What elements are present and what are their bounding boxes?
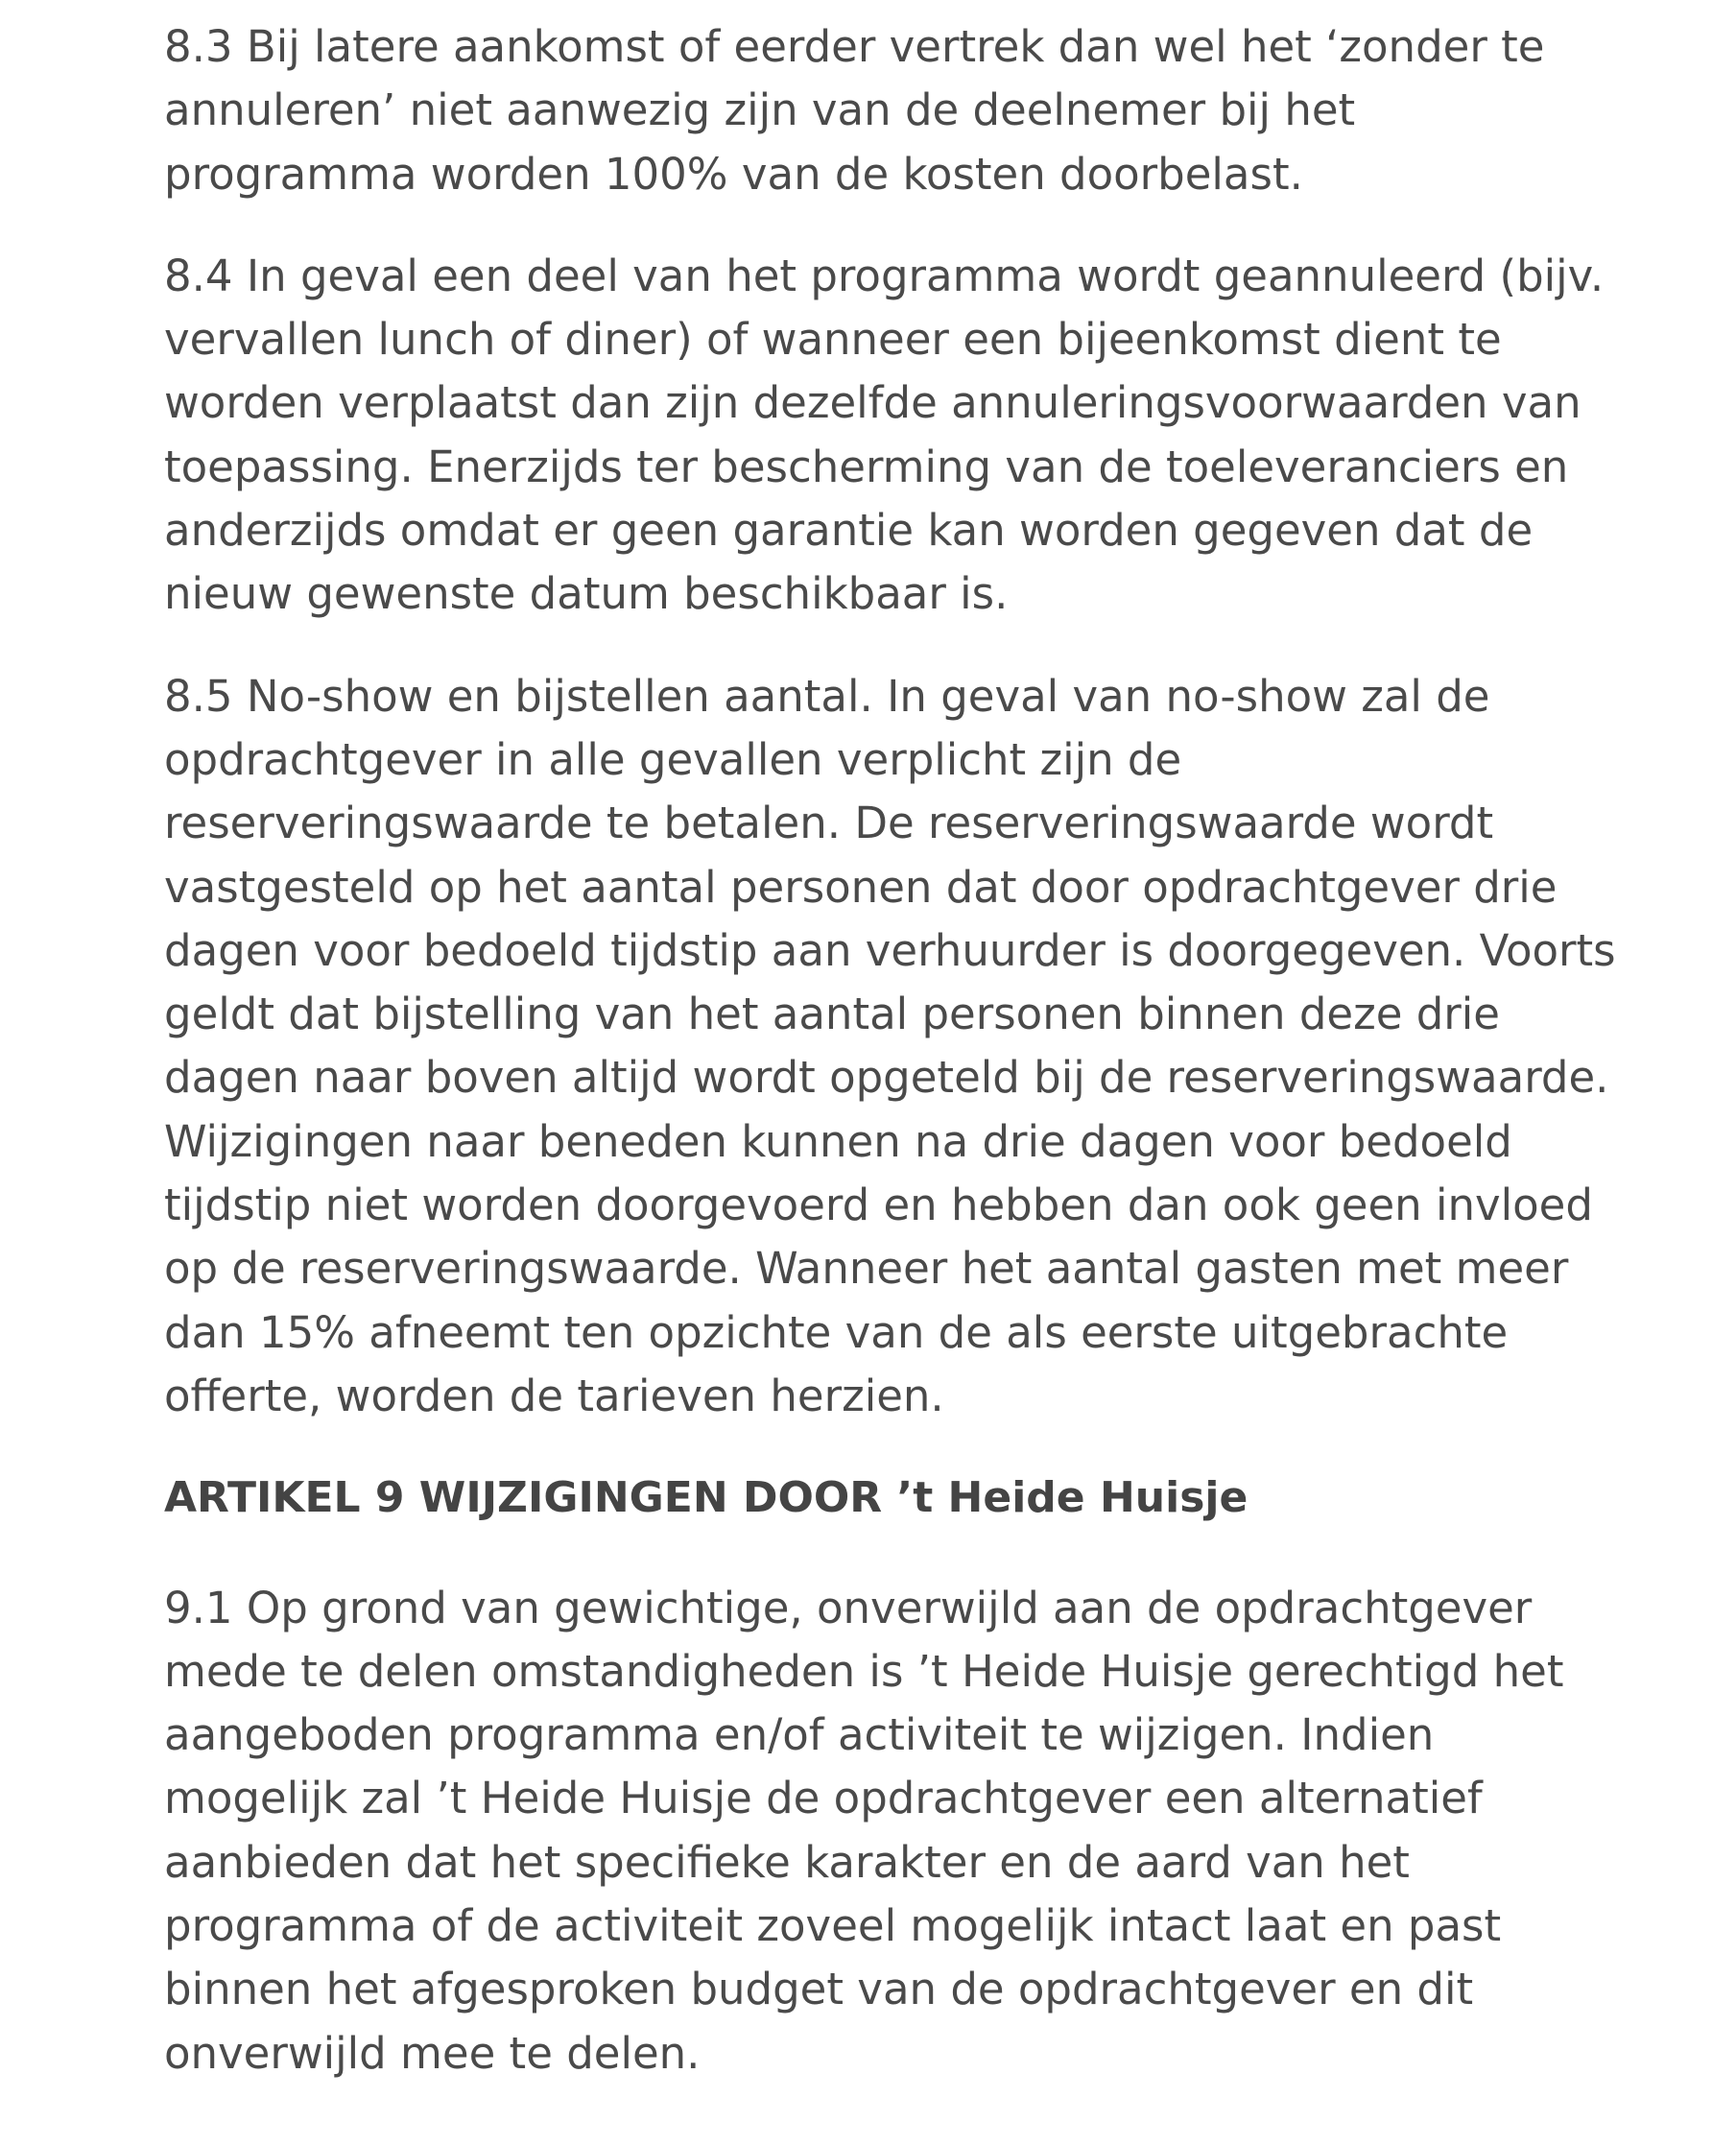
text-line: nieuw gewenste datum beschikbaar is. xyxy=(164,568,1009,620)
text-line: worden verplaatst dan zijn dezelfde annuleringsvoorwaarden van xyxy=(164,377,1581,429)
text-line: 8.3 Bij latere aankomst of eerder vertrek dan wel het ‘zonder te xyxy=(164,21,1545,72)
text-line: dan 15% afneemt ten opzichte van de als eerste uitgebrachte xyxy=(164,1306,1509,1358)
text-line: 8.4 In geval een deel van het programma wordt geannuleerd (bijv. xyxy=(164,250,1605,301)
text-line: anderzijds omdat er geen garantie kan worden gegeven dat de xyxy=(164,505,1534,557)
text-line: vervallen lunch of diner) of wanneer een bijeenkomst dient te xyxy=(164,314,1502,366)
paragraph-8-5 xyxy=(164,665,1616,1429)
text-line: annuleren’ niet aanwezig zijn van de deelnemer bij het xyxy=(164,84,1356,136)
text-line: dagen naar boven altijd wordt opgeteld bij de reserveringswaarde. xyxy=(164,1052,1609,1104)
text-line: aangeboden programma en/of activiteit te wijzigen. Indien xyxy=(164,1709,1435,1761)
paragraph-8-4 xyxy=(164,245,1605,627)
text-line: programma of de activiteit zoveel mogelijk intact laat en past xyxy=(164,1900,1502,1952)
text-line: onverwijld mee te delen. xyxy=(164,2027,701,2079)
text-line: mede te delen omstandigheden is ’t Heide Huisje gerechtigd het xyxy=(164,1645,1564,1697)
text-line: mogelijk zal ’t Heide Huisje de opdrachtgever een alternatief xyxy=(164,1773,1483,1824)
text-line: vastgesteld op het aantal personen dat door opdrachtgever drie xyxy=(164,861,1558,913)
paragraph-9-1 xyxy=(164,1577,1584,2085)
text-line: aanbieden dat het specifieke karakter en de aard van het xyxy=(164,1836,1410,1888)
text-line: 9.1 Op grond van gewichtige, onverwijld aan de opdrachtgever xyxy=(164,1582,1533,1633)
text-line: 8.5 No-show en bijstellen aantal. In geval van no-show zal de xyxy=(164,670,1490,722)
text-line: reserveringswaarde te betalen. De reserveringswaarde wordt xyxy=(164,798,1494,849)
text-line: dagen voor bedoeld tijdstip aan verhuurder is doorgegeven. Voorts xyxy=(164,924,1616,976)
text-line: binnen het afgesproken budget van de opdrachtgever en dit xyxy=(164,1964,1474,2015)
text-line: op de reserveringswaarde. Wanneer het aantal gasten met meer xyxy=(164,1243,1569,1295)
text-line: tijdstip niet worden doorgevoerd en hebben dan ook geen invloed xyxy=(164,1180,1593,1231)
heading-text: ARTIKEL 9 WIJZIGINGEN DOOR ’t Heide Huisje xyxy=(164,1473,1248,1523)
article-9-heading xyxy=(164,1466,1584,1530)
paragraph-8-3 xyxy=(164,15,1584,206)
text-line: Wijzigingen naar beneden kunnen na drie dagen voor bedoeld xyxy=(164,1115,1512,1167)
text-line: offerte, worden de tarieven herzien. xyxy=(164,1370,944,1421)
document-body xyxy=(164,15,1616,2124)
text-line: toepassing. Enerzijds ter bescherming van de toeleveranciers en xyxy=(164,441,1569,492)
text-line: programma worden 100% van de kosten doorbelast. xyxy=(164,148,1303,200)
text-line: opdrachtgever in alle gevallen verplicht zijn de xyxy=(164,733,1182,785)
text-line: geldt dat bijstelling van het aantal personen binnen deze drie xyxy=(164,989,1500,1040)
